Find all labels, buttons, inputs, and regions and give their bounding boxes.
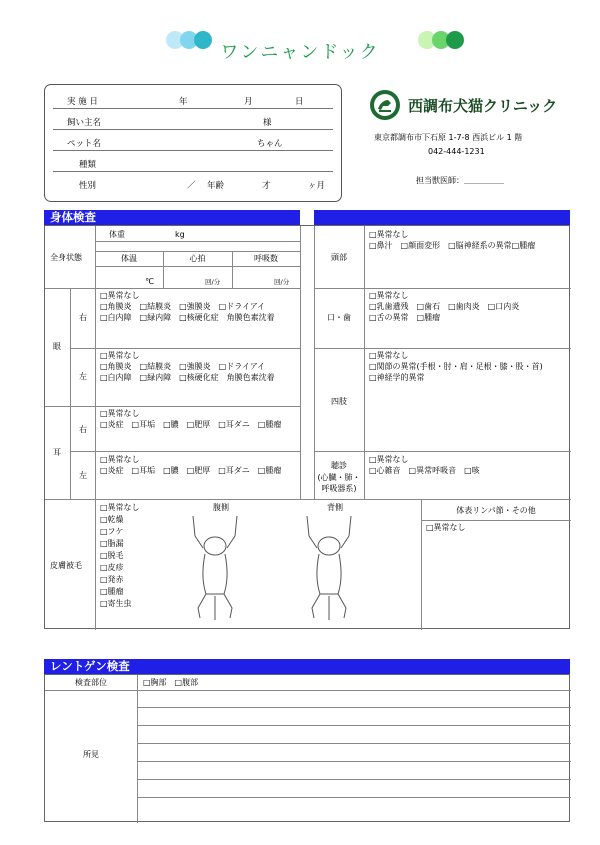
limbs-line: □神経学的異常: [369, 373, 425, 382]
limbs-label: 四肢: [331, 397, 347, 406]
auscultation-line: □心雑音 □異常呼吸音 □咳: [369, 466, 480, 475]
owner-row: [53, 108, 333, 130]
pet-row: [53, 129, 333, 151]
auscultation-line: □異常なし: [369, 455, 409, 464]
skin-line: □乾燥: [100, 515, 124, 524]
eye-right-line: □角膜炎 □結膜炎 □強膜炎 □ドライアイ: [100, 302, 266, 311]
eye-right-line: □白内障 □緑内障 □核硬化症 角膜色素沈着: [100, 313, 275, 322]
skin-line: □発赤: [100, 575, 124, 584]
xray-table: [44, 674, 570, 822]
auscultation-sub: 呼吸器系): [321, 484, 357, 493]
ear-left-line: □異常なし: [100, 455, 140, 464]
ear-left-line: □炎症 □耳垢 □膿 □肥厚 □耳ダニ □腫瘤: [100, 466, 282, 475]
lymph-label: 体表リンパ節・その他: [456, 506, 536, 515]
xray-header: レントゲン検査: [44, 659, 570, 674]
ear-left-label: 左: [79, 471, 87, 480]
mouth-line: □舌の異常 □腫瘤: [369, 313, 441, 322]
dorsal-body-diagram: [299, 514, 359, 622]
clinic-phone: 042-444-1231: [428, 147, 485, 156]
temperature-label: 体温: [121, 254, 137, 263]
years-label: 才: [262, 181, 271, 191]
decor-circle-icon: [194, 31, 212, 49]
eye-right-line: □異常なし: [100, 291, 140, 300]
clinic-name: 西調布犬猫クリニック: [408, 97, 558, 115]
breed-row: [53, 150, 333, 172]
pet-label: ペット名: [67, 139, 102, 149]
year-label: 年: [179, 97, 188, 107]
weight-unit: kg: [175, 230, 185, 239]
pet-suffix: ちゃん: [257, 139, 283, 149]
owner-label: 飼い主名: [67, 118, 102, 128]
mouth-label: 口・歯: [327, 313, 351, 322]
owner-suffix: 様: [263, 118, 272, 128]
eye-left-label: 左: [79, 372, 87, 381]
skin-line: □腫瘤: [100, 587, 124, 596]
age-label: 年齢: [207, 181, 225, 191]
skin-line: □脱毛: [100, 551, 124, 560]
respiration-label: 呼吸数: [254, 254, 278, 263]
mouth-line: □異常なし: [369, 291, 409, 300]
limbs-line: □関節の異常(手根・肘・肩・足根・膝・股・首): [369, 362, 543, 371]
ventral-body-diagram: [185, 514, 245, 622]
head-line: □異常なし: [369, 230, 409, 239]
ear-right-label: 右: [79, 425, 87, 434]
physical-exam-header-right: [314, 210, 570, 225]
date-row: [53, 87, 333, 109]
dorsal-label: 背側: [327, 503, 343, 512]
limbs-line: □異常なし: [369, 351, 409, 360]
month-label: 月: [244, 97, 253, 107]
head-line: □鼻汁 □顔面変形 □脳神経系の異常□腫瘤: [369, 241, 536, 250]
eye-right-label: 右: [79, 313, 87, 322]
lymph-line: □異常なし: [426, 523, 466, 532]
auscultation-label: 聴診: [331, 461, 347, 470]
skin-coat-label: 皮膚被毛: [50, 561, 82, 570]
skin-line: □寄生虫: [100, 599, 132, 608]
slash-label: ／: [187, 181, 196, 191]
eye-left-line: □角膜炎 □結膜炎 □強膜炎 □ドライアイ: [100, 362, 266, 371]
temperature-unit: ℃: [145, 277, 154, 286]
mouth-line: □乳歯遺残 □歯石 □歯肉炎 □口内炎: [369, 302, 520, 311]
xray-findings-label: 所見: [83, 750, 99, 759]
ear-right-line: □炎症 □耳垢 □膿 □肥厚 □耳ダニ □腫瘤: [100, 420, 282, 429]
skin-line: □フケ: [100, 527, 124, 536]
decor-circle-icon: [446, 31, 464, 49]
months-label: ヶ月: [308, 181, 326, 191]
ear-label: 耳: [53, 448, 61, 457]
day-label: 日: [295, 97, 304, 107]
eye-label: 眼: [53, 342, 61, 351]
ventral-label: 腹側: [213, 503, 229, 512]
eye-left-line: □異常なし: [100, 351, 140, 360]
respiration-unit: 回/分: [274, 278, 290, 286]
auscultation-sub: (心臓・肺・: [317, 473, 361, 482]
vet-signature-field: 担当獣医師：＿＿＿＿＿: [416, 176, 504, 185]
skin-line: □脂漏: [100, 539, 124, 548]
sex-label: 性別: [79, 181, 97, 191]
skin-line: □異常なし: [100, 503, 140, 512]
sex-age-row: [53, 171, 333, 192]
pulse-label: 心拍: [189, 254, 206, 263]
owner-info-box: [44, 84, 342, 202]
date-label: 実 施 日: [67, 97, 98, 107]
eye-left-line: □白内障 □緑内障 □核硬化症 角膜色素沈着: [100, 373, 275, 382]
breed-label: 種類: [79, 160, 97, 170]
clinic-logo-icon: [374, 94, 396, 116]
head-label: 頭部: [331, 253, 347, 262]
physical-exam-header: 身体検査: [44, 210, 300, 225]
general-condition-label: 全身状態: [50, 253, 82, 262]
clinic-logo: [370, 90, 400, 120]
physical-exam-table: [44, 225, 570, 629]
clinic-address: 東京都調布市下石原 1-7-8 西浜ビル 1 階: [374, 133, 523, 142]
pulse-unit: 回/分: [205, 278, 221, 286]
xray-site-label: 検査部位: [75, 678, 107, 687]
page-title: ワンニャンドック: [220, 42, 380, 63]
xray-site-options: □胸部 □腹部: [143, 678, 199, 687]
skin-line: □皮疹: [100, 563, 124, 572]
weight-label: 体重: [109, 230, 125, 239]
ear-right-line: □異常なし: [100, 409, 140, 418]
